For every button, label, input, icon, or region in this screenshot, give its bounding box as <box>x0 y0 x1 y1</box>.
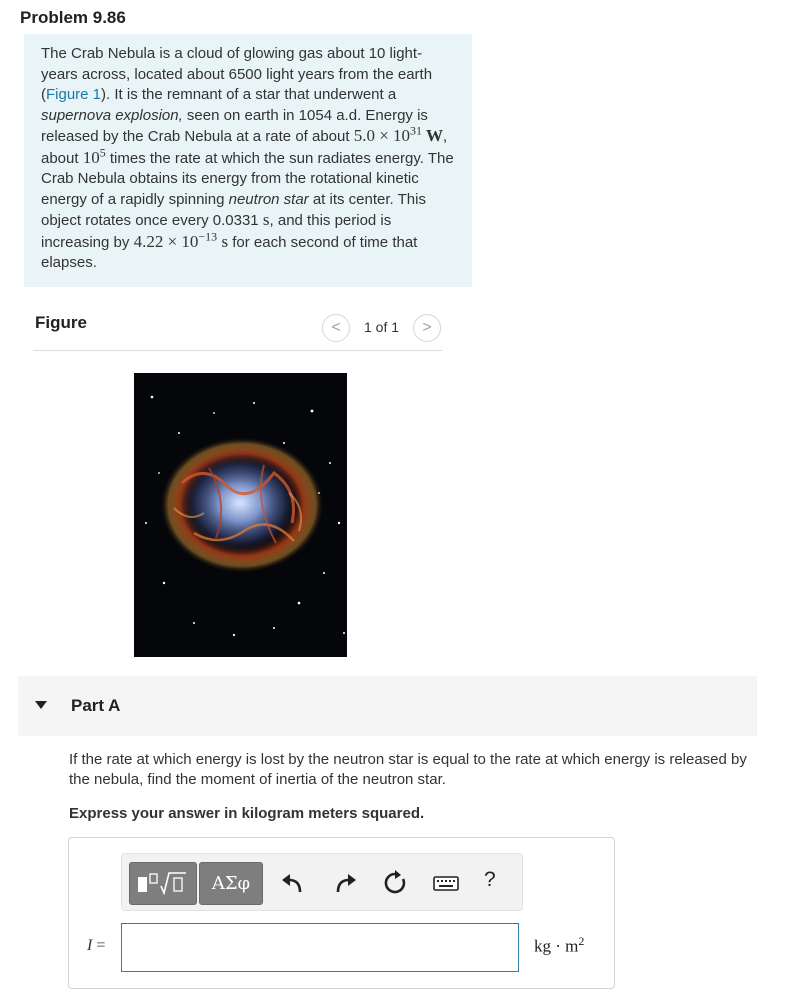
figure-link[interactable]: Figure 1 <box>46 86 102 103</box>
figure-label: Figure <box>35 313 87 332</box>
redo-icon[interactable] <box>332 870 358 896</box>
answer-variable-label: I = <box>87 937 106 954</box>
problem-text: , about <box>41 128 448 167</box>
problem-text: ). It is the remnant of a star that underwent a <box>101 86 397 103</box>
problem-title: Problem 9.86 <box>20 8 126 27</box>
answer-unit: kg · $m^2$ <box>534 934 585 956</box>
problem-text-italic: supernova explosion, <box>41 106 183 124</box>
templates-icon <box>130 863 198 906</box>
problem-text: at its center. This object rotates once every <box>41 190 426 229</box>
problem-text: , and this period is increasing by <box>41 212 392 251</box>
figure-divider <box>33 350 442 351</box>
period-value: 0.0331 <box>212 212 259 229</box>
power-value: $5.0 \times 10^{31}$ W <box>353 123 443 145</box>
rate-value: $4.22 \times 10^{-13}$ s <box>133 228 229 251</box>
greek-symbols-button[interactable]: ΑΣφ <box>199 862 263 905</box>
problem-statement <box>24 34 472 287</box>
part-question: If the rate at which energy is lost by the neutron star is equal to the rate at which energy is released by the nebula, find the moment of inertia of the neutron star. <box>69 751 747 788</box>
nebula-graphic <box>134 373 347 657</box>
part-a-header[interactable] <box>18 676 757 736</box>
figure-pager <box>322 314 444 342</box>
period-unit: s <box>258 210 270 229</box>
next-figure-button[interactable]: > <box>413 314 441 342</box>
figure-page-indicator: 1 of 1 <box>364 319 400 335</box>
problem-text: seen on earth in 1054 a.d. Energy is released by the Crab Nebula at a rate of about <box>41 106 428 145</box>
problem-text-italic: neutron star <box>228 190 309 208</box>
previous-figure-button[interactable]: < <box>322 314 350 342</box>
templates-button[interactable] <box>129 862 197 905</box>
part-title: Part A <box>71 696 121 715</box>
ratio-value: $10^5$ <box>82 144 106 167</box>
undo-icon[interactable] <box>280 870 306 896</box>
answer-instruction: Express your answer in kilogram meters squared. <box>69 805 425 822</box>
keyboard-icon[interactable] <box>432 870 460 896</box>
collapse-caret-icon[interactable] <box>35 701 47 709</box>
problem-text: The Crab Nebula is a cloud of glowing gas about 10 light-years across, located about 6500 light years from the earth ( <box>41 45 433 103</box>
reset-icon[interactable] <box>382 870 408 896</box>
help-button[interactable]: ? <box>484 868 496 891</box>
math-toolbar <box>121 853 523 911</box>
crab-nebula-image[interactable] <box>134 373 347 657</box>
answer-input[interactable] <box>121 923 519 972</box>
answer-panel <box>68 837 615 989</box>
problem-text: times the rate at which the sun radiates energy. The Crab Nebula obtains its energy from the rotational kinetic energy of a rapidly spinning <box>41 149 454 208</box>
problem-text: for each second of time that elapses. <box>41 233 418 271</box>
